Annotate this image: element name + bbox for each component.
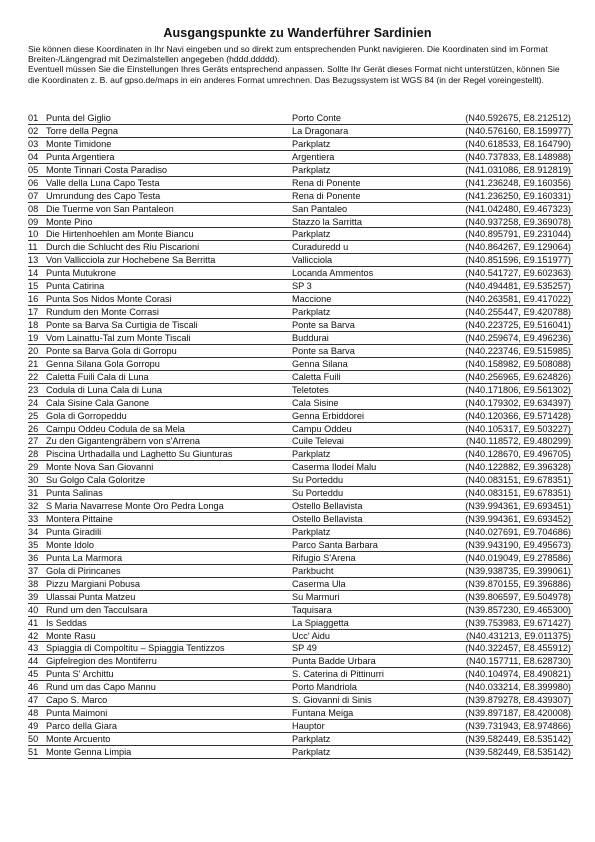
row-number: 07: [28, 190, 39, 201]
table-row: [28, 332, 573, 345]
row-number: 20: [28, 345, 39, 356]
starting-place: Argentiera: [292, 151, 335, 162]
route-name: Genna Silana Gola Gorropu: [46, 358, 160, 369]
coordinates: (N39.994361, E9.693452): [465, 514, 571, 525]
starting-place: Parkbucht: [292, 565, 334, 576]
starting-place: Buddurai: [292, 332, 329, 343]
table-row: [28, 526, 573, 539]
route-name: Umrundung des Capo Testa: [46, 190, 161, 201]
table-row: [28, 125, 573, 138]
route-name: Gola di Pirincanes: [46, 565, 121, 576]
route-name: Zu den Gigantengräbern von s'Arrena: [46, 436, 200, 447]
coordinates: (N40.737833, E8.148988): [465, 151, 571, 162]
coordinates: (N41.236248, E9.160356): [465, 177, 571, 188]
coordinates: (N39.857230, E9.465300): [465, 604, 571, 615]
route-name: Punta S' Archittu: [46, 669, 114, 680]
starting-place: SP 49: [292, 643, 317, 654]
row-number: 14: [28, 268, 39, 279]
starting-place: SP 3: [292, 281, 312, 292]
table-row: [28, 435, 573, 448]
route-name: Punta Mutukrone: [46, 268, 116, 279]
row-number: 43: [28, 643, 39, 654]
row-number: 19: [28, 332, 39, 343]
starting-place: Porto Mandriola: [292, 682, 357, 693]
starting-place: Cuile Televai: [292, 436, 344, 447]
table-row: [28, 241, 573, 254]
starting-place: S. Giovanni di Sinis: [292, 695, 372, 706]
coordinates: (N40.937258, E9.369078): [465, 216, 571, 227]
table-row: [28, 397, 573, 410]
table-row: [28, 746, 573, 759]
row-number: 17: [28, 307, 39, 318]
route-name: Ponte sa Barva Gola di Gorropu: [46, 345, 177, 356]
starting-place: Vallicciola: [292, 255, 333, 266]
coordinates: (N39.879278, E8.439307): [465, 695, 571, 706]
coordinates-table: [28, 112, 573, 759]
row-number: 42: [28, 630, 39, 641]
row-number: 37: [28, 565, 39, 576]
row-number: 13: [28, 255, 39, 266]
coordinates: (N40.122882, E9.396328): [465, 462, 571, 473]
row-number: 41: [28, 617, 39, 628]
route-name: Caletta Fuili Cala di Luna: [46, 371, 149, 382]
table-row: [28, 306, 573, 319]
starting-place: Rifugio S'Arena: [292, 552, 356, 563]
coordinates: (N40.592675, E8.212512): [465, 113, 571, 123]
row-number: 26: [28, 423, 39, 434]
starting-place: Ucc' Aidu: [292, 630, 331, 641]
table-row: [28, 319, 573, 332]
row-number: 50: [28, 734, 39, 744]
table-row: [28, 358, 573, 371]
route-name: Die Tuerme von San Pantaleon: [46, 203, 174, 214]
coordinates: (N40.541727, E9.602363): [465, 268, 571, 279]
coordinates: (N40.431213, E9.011375): [465, 630, 571, 641]
coordinates: (N40.033214, E8.399980): [465, 682, 571, 693]
coordinates: (N40.851596, E9.151977): [465, 255, 571, 266]
table-row: [28, 164, 573, 177]
starting-place: La Spiaggetta: [292, 617, 349, 628]
route-name: Gipfelregion des Montiferru: [46, 656, 157, 667]
row-number: 27: [28, 436, 39, 447]
coordinates: (N39.806597, E9.504978): [465, 591, 571, 602]
coordinates: (N40.128670, E9.496705): [465, 449, 571, 460]
row-number: 49: [28, 721, 39, 732]
table-row: [28, 617, 573, 630]
row-number: 06: [28, 177, 39, 188]
route-name: Spiaggia di Compoltitu – Spiaggia Tentizzos: [46, 643, 225, 654]
coordinates: (N41.236250, E9.160331): [465, 190, 571, 201]
route-name: Campu Oddeu Codula de sa Mela: [46, 423, 185, 434]
table-row: [28, 293, 573, 306]
table-row: [28, 591, 573, 604]
route-name: Pizzu Margiani Pobusa: [46, 578, 140, 589]
row-number: 25: [28, 410, 39, 421]
starting-place: Genna Silana: [292, 358, 348, 369]
row-number: 09: [28, 216, 39, 227]
starting-place: Genna Erbiddorei: [292, 410, 365, 421]
table-row: [28, 565, 573, 578]
coordinates: (N40.259674, E9.496236): [465, 332, 571, 343]
starting-place: Parco Santa Barbara: [292, 539, 378, 550]
row-number: 24: [28, 397, 39, 408]
coordinates: (N40.263581, E9.417022): [465, 294, 571, 305]
starting-place: Parkplatz: [292, 746, 331, 757]
coordinates: (N40.104974, E8.490821): [465, 669, 571, 680]
route-name: Ulassai Punta Matzeu: [46, 591, 136, 602]
row-number: 32: [28, 501, 39, 512]
row-number: 47: [28, 695, 39, 706]
row-number: 31: [28, 488, 39, 499]
table-row: [28, 474, 573, 487]
row-number: 02: [28, 125, 39, 136]
row-number: 08: [28, 203, 39, 214]
row-number: 30: [28, 475, 39, 486]
row-number: 22: [28, 371, 39, 382]
table-row: [28, 694, 573, 707]
starting-place: Rena di Ponente: [292, 190, 361, 201]
row-number: 16: [28, 294, 39, 305]
row-number: 34: [28, 527, 39, 537]
coordinates: (N40.255447, E9.420788): [465, 307, 571, 318]
page-title: Ausgangspunkte zu Wanderführer Sardinien: [163, 26, 432, 40]
starting-place: Su Porteddu: [292, 475, 344, 486]
route-name: Monte Genna Limpia: [46, 746, 132, 757]
starting-place: Caletta Fuili: [292, 371, 341, 382]
route-name: Die Hirtenhoehlen am Monte Biancu: [46, 229, 194, 240]
route-name: Monte Rasu: [46, 630, 96, 641]
starting-place: Taquisara: [292, 604, 332, 615]
coordinates: (N39.870155, E9.396886): [465, 578, 571, 589]
table-row: [28, 733, 573, 746]
coordinates: (N40.576160, E8.159977): [465, 125, 571, 136]
table-row: [28, 371, 573, 384]
route-name: Parco della Giara: [46, 721, 117, 732]
row-number: 03: [28, 138, 39, 149]
row-number: 45: [28, 669, 39, 680]
coordinates: (N40.223746, E9.515985): [465, 345, 571, 356]
table-row: [28, 138, 573, 151]
table-row: [28, 216, 573, 229]
table-row: [28, 280, 573, 293]
row-number: 23: [28, 384, 39, 395]
row-number: 28: [28, 449, 39, 460]
route-name: Rund um den Tacculsara: [46, 604, 148, 615]
table-row: [28, 190, 573, 203]
row-number: 01: [28, 113, 39, 123]
table-row: [28, 267, 573, 280]
route-name: Monte Idolo: [46, 539, 95, 550]
intro-text: [28, 44, 573, 85]
table-row: [28, 604, 573, 617]
coordinates: (N40.179302, E9.634397): [465, 397, 571, 408]
table-row: [28, 513, 573, 526]
intro-paragraph-1: Sie können diese Koordinaten in Ihr Navi eingeben und so direkt zum entsprechenden Punkt navigieren. Die Koordinaten sind im Format Breiten-/Längengrad mit Dezimalstellen angegeben (hddd.ddddd).: [28, 44, 548, 65]
route-name: Rund um das Capo Mannu: [46, 682, 156, 693]
route-name: Is Seddas: [46, 617, 87, 628]
row-number: 51: [28, 746, 39, 757]
coordinates: (N39.994361, E9.693451): [465, 501, 571, 512]
route-name: Punta Argentiera: [46, 151, 115, 162]
coordinates: (N39.897187, E8.420008): [465, 708, 571, 719]
route-name: Punta Sos Nidos Monte Corasi: [46, 294, 172, 305]
table-row: [28, 228, 573, 241]
starting-place: Caserma Ilodei Malu: [292, 462, 377, 473]
table-row: [28, 151, 573, 164]
coordinates: (N40.895791, E9.231044): [465, 229, 571, 240]
table-row: [28, 552, 573, 565]
coordinates: (N40.083151, E9.678351): [465, 488, 571, 499]
coordinates: (N39.582449, E8.535142): [465, 734, 571, 744]
starting-place: Hauptor: [292, 721, 325, 732]
starting-place: Parkplatz: [292, 164, 331, 175]
row-number: 04: [28, 151, 39, 162]
coordinates: (N40.019049, E9.278586): [465, 552, 571, 563]
coordinates: (N40.494481, E9.535257): [465, 281, 571, 292]
coordinates: (N40.105317, E9.503227): [465, 423, 571, 434]
route-name: Monte Pino: [46, 216, 93, 227]
coordinates: (N39.731943, E8.974866): [465, 721, 571, 732]
route-name: Von Vallicciola zur Hochebene Sa Berritta: [46, 255, 216, 266]
coordinates: (N40.223725, E9.516041): [465, 320, 571, 330]
row-number: 05: [28, 164, 39, 175]
route-name: Punta La Marmora: [46, 552, 123, 563]
table-row: [28, 203, 573, 216]
starting-place: Ponte sa Barva: [292, 320, 355, 330]
table-row: [28, 423, 573, 436]
starting-place: La Dragonara: [292, 125, 349, 136]
route-name: Ponte sa Barva Sa Curtigia de Tiscali: [46, 320, 198, 330]
starting-place: Parkplatz: [292, 734, 331, 744]
route-name: Montera Pittaine: [46, 514, 113, 525]
route-name: Piscina Urthadalla und Laghetto Su Giunturas: [46, 449, 233, 460]
route-name: Punta Catirina: [46, 281, 105, 292]
starting-place: Cala Sisine: [292, 397, 339, 408]
row-number: 48: [28, 708, 39, 719]
coordinates: (N40.118572, E9.480299): [465, 436, 571, 447]
coordinates: (N40.322457, E8.455912): [465, 643, 571, 654]
coordinates: (N39.753983, E9.671427): [465, 617, 571, 628]
table-row: [28, 500, 573, 513]
coordinates: (N40.256965, E9.624826): [465, 371, 571, 382]
coordinates: (N40.157711, E8.628730): [465, 656, 571, 667]
route-name: Monte Timidone: [46, 138, 112, 149]
table-row: [28, 630, 573, 643]
starting-place: S. Caterina di Pittinurri: [292, 669, 384, 680]
starting-place: Rena di Ponente: [292, 177, 361, 188]
intro-paragraph-2: Eventuell müssen Sie die Einstellungen Ihres Geräts entsprechend anpassen. Sollte Ihr Gerät dieses Format nicht unterstützen, können Sie die Koordinaten z. B. auf gpso.de/maps in ein anderes Format umrechnen. Das Bezugssystem ist WGS 84 (in der Regel voreingestellt).: [28, 64, 560, 85]
table-row: [28, 720, 573, 733]
route-name: Punta del Giglio: [46, 113, 111, 123]
row-number: 46: [28, 682, 39, 693]
table-row: [28, 461, 573, 474]
table-row: [28, 487, 573, 500]
coordinates: (N41.031086, E8.912819): [465, 164, 571, 175]
starting-place: Caserma Ula: [292, 578, 346, 589]
table-row: [28, 642, 573, 655]
coordinates: (N40.120366, E9.571428): [465, 410, 571, 421]
starting-place: Curaduredd u: [292, 242, 349, 253]
starting-place: Ostello Bellavista: [292, 514, 363, 525]
route-name: Torre della Pegna: [46, 125, 119, 136]
table-row: [28, 410, 573, 423]
route-name: Punta Salinas: [46, 488, 103, 499]
route-name: Gola di Gorropeddu: [46, 410, 127, 421]
row-number: 38: [28, 578, 39, 589]
route-name: Vom Lainattu-Tal zum Monte Tiscali: [46, 332, 191, 343]
route-name: Codula di Luna Cala di Luna: [46, 384, 162, 395]
starting-place: Teletotes: [292, 384, 329, 395]
row-number: 11: [28, 242, 38, 253]
table-row: [28, 448, 573, 461]
route-name: Valle della Luna Capo Testa: [46, 177, 160, 188]
coordinates: (N41.042480, E9.467323): [465, 203, 571, 214]
starting-place: Campu Oddeu: [292, 423, 352, 434]
starting-place: Locanda Ammentos: [292, 268, 374, 279]
starting-place: Funtana Meiga: [292, 708, 354, 719]
row-number: 33: [28, 514, 39, 525]
table-row: [28, 384, 573, 397]
row-number: 39: [28, 591, 39, 602]
route-name: S Maria Navarrese Monte Oro Pedra Longa: [46, 501, 224, 512]
route-name: Rundum den Monte Corrasi: [46, 307, 159, 318]
starting-place: Ostello Bellavista: [292, 501, 363, 512]
starting-place: Su Marmuri: [292, 591, 340, 602]
coordinates: (N40.618533, E8.164790): [465, 138, 571, 149]
route-name: Su Golgo Cala Goloritze: [46, 475, 146, 486]
table-row: [28, 539, 573, 552]
row-number: 44: [28, 656, 39, 667]
starting-place: Punta Badde Urbara: [292, 656, 376, 667]
route-name: Durch die Schlucht des Riu Piscarioni: [46, 242, 200, 253]
route-name: Punta Giradili: [46, 527, 102, 537]
starting-place: Maccione: [292, 294, 332, 305]
coordinates: (N39.582449, E8.535142): [465, 746, 571, 757]
table-row: [28, 112, 573, 125]
table-row: [28, 707, 573, 720]
starting-place: Parkplatz: [292, 307, 331, 318]
table-row: [28, 655, 573, 668]
row-number: 18: [28, 320, 39, 330]
route-name: Cala Sisine Cala Ganone: [46, 397, 150, 408]
coordinates: (N40.864267, E9.129064): [465, 242, 571, 253]
coordinates: (N40.027691, E9.704686): [465, 527, 571, 537]
coordinates: (N40.158982, E9.508088): [465, 358, 571, 369]
row-number: 10: [28, 229, 39, 240]
row-number: 40: [28, 604, 39, 615]
starting-place: San Pantaleo: [292, 203, 348, 214]
route-name: Monte Tinnari Costa Paradiso: [46, 164, 168, 175]
route-name: Punta Maimoni: [46, 708, 108, 719]
table-row: [28, 668, 573, 681]
route-name: Monte Nova San Giovanni: [46, 462, 154, 473]
row-number: 29: [28, 462, 39, 473]
coordinates: (N39.943190, E9.495673): [465, 539, 571, 550]
row-number: 15: [28, 281, 39, 292]
route-name: Monte Arcuento: [46, 734, 111, 744]
route-name: Capo S. Marco: [46, 695, 108, 706]
starting-place: Parkplatz: [292, 229, 331, 240]
starting-place: Su Porteddu: [292, 488, 344, 499]
starting-place: Ponte sa Barva: [292, 345, 355, 356]
starting-place: Stazzo la Sarritta: [292, 216, 362, 227]
starting-place: Parkplatz: [292, 527, 331, 537]
starting-place: Parkplatz: [292, 449, 331, 460]
table-row: [28, 177, 573, 190]
table-row: [28, 345, 573, 358]
coordinates: (N39.938735, E9.399061): [465, 565, 571, 576]
coordinates: (N40.083151, E9.678351): [465, 475, 571, 486]
table-row: [28, 681, 573, 694]
starting-place: Porto Conte: [292, 113, 342, 123]
row-number: 21: [28, 358, 39, 369]
table-row: [28, 578, 573, 591]
row-number: 35: [28, 539, 39, 550]
coordinates: (N40.171806, E9.561302): [465, 384, 571, 395]
table-row: [28, 254, 573, 267]
row-number: 36: [28, 552, 39, 563]
starting-place: Parkplatz: [292, 138, 331, 149]
